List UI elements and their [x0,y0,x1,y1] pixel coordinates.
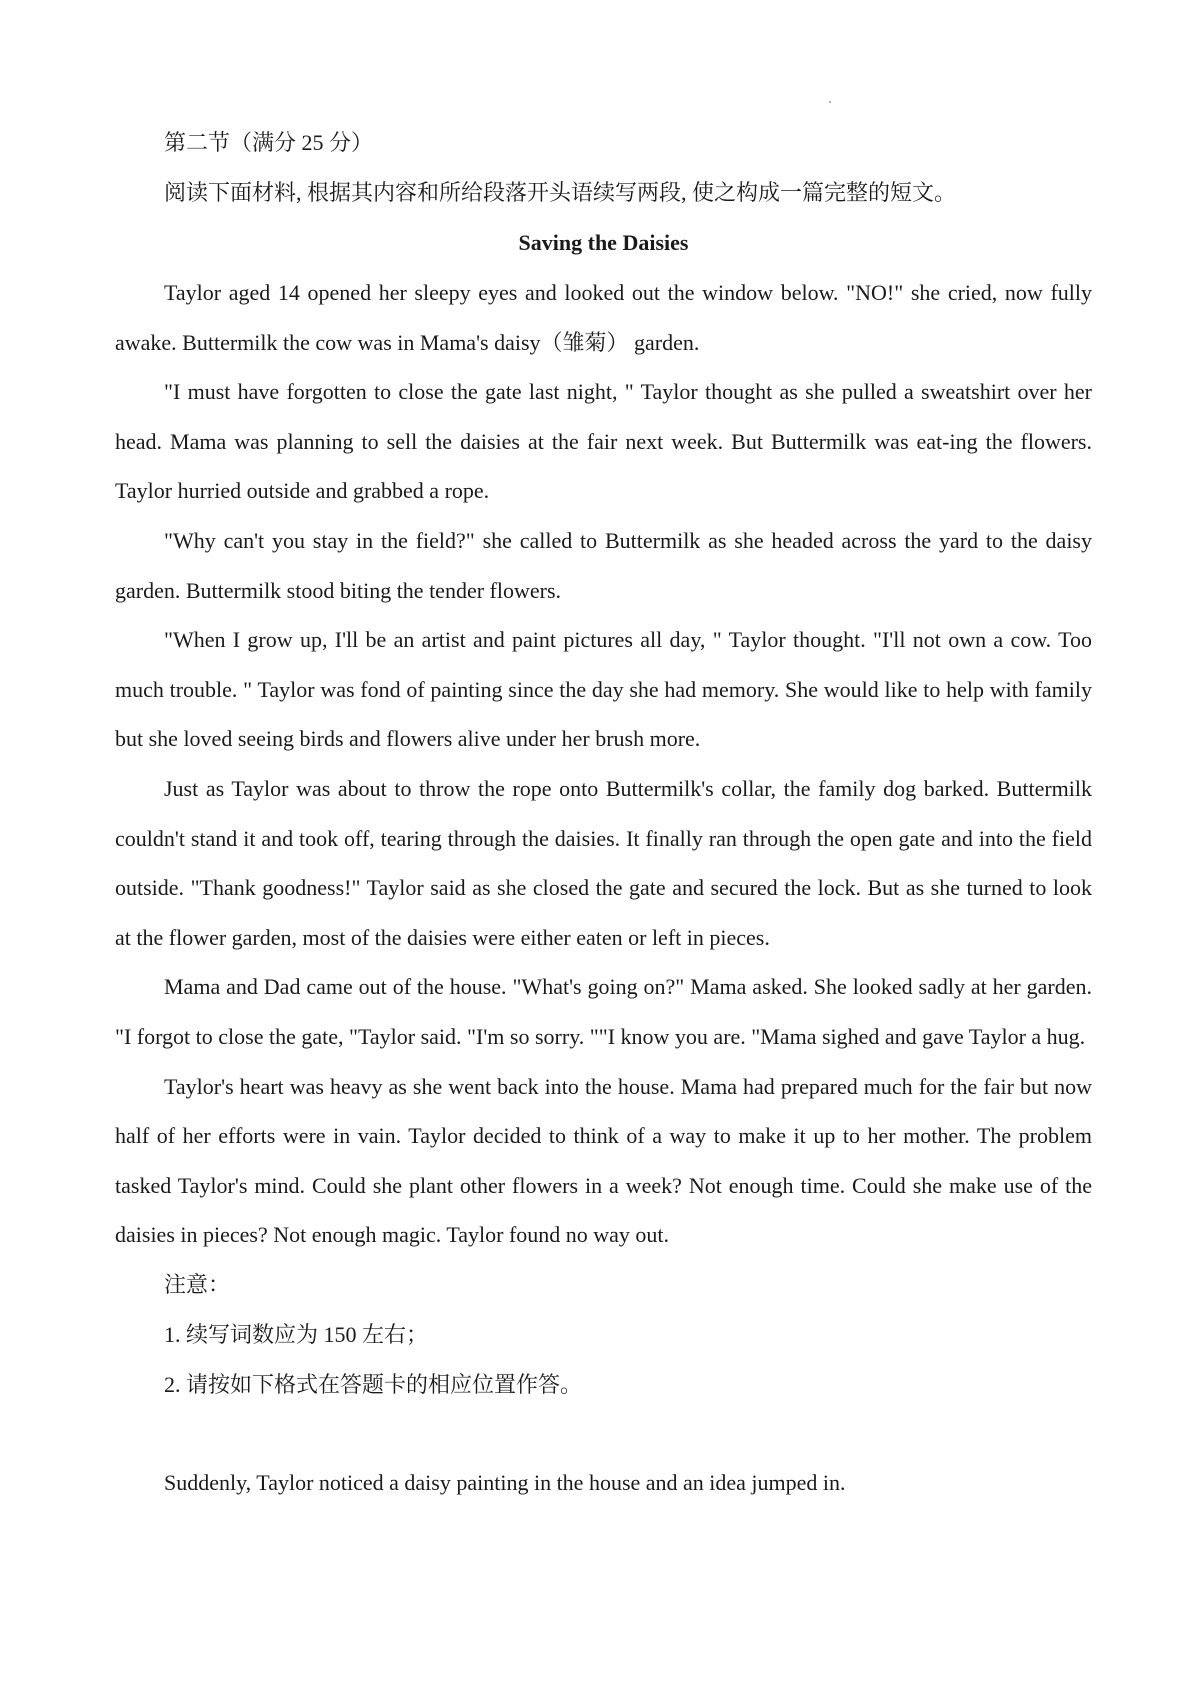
story-paragraph-7: Taylor's heart was heavy as she went back into the house. Mama had prepared much for the fair but now half of her efforts were in vain. Taylor decided to think of a way to make it up to her mother. The problem tasked Taylor's mind. Could she plant other flowers in a week? Not enough time. Could she make use of the daisies in pieces? Not enough magic. Taylor found no way out. [115,1073,1092,1248]
spacer [115,1410,1092,1458]
section-header: 第二节（满分 25 分） [164,130,374,155]
story-paragraph-4: "When I grow up, I'll be an artist and paint pictures all day, " Taylor thought. "I'll not own a cow. Too much trouble. " Taylor was fond of painting since the day she had memory. She would like to help with family but she loved seeing birds and flowers alive under her brush more. [115,627,1092,752]
exam-page [115,118,1092,1508]
story-paragraph-2: "I must have forgotten to close the gate last night, " Taylor thought as she pulled a sweatshirt over her head. Mama was planning to sell the daisies at the fair next week. But Buttermilk was eat-ing the flowers. Taylor hurried outside and grabbed a rope. [115,379,1092,504]
continuation-opening: Suddenly, Taylor noticed a daisy painting in the house and an idea jumped in. [164,1469,846,1495]
notes-heading: 注意： [164,1271,231,1297]
story-title: Saving the Daisies [518,230,689,255]
scan-speck [829,101,831,103]
story-paragraph-1: Taylor aged 14 opened her sleepy eyes and looked out the window below. "NO!" she cried, now fully awake. Buttermilk the cow was in Mama's daisy（雏菊） garden. [115,280,1092,355]
note-item-2: 2. 请按如下格式在答题卡的相应位置作答。 [164,1371,583,1397]
note-item-1: 1. 续写词数应为 150 左右； [164,1321,429,1347]
story-paragraph-5: Just as Taylor was about to throw the rope onto Buttermilk's collar, the family dog barked. Buttermilk couldn't stand it and took off, tearing through the daisies. It finally ran through the open gate and into the field outside. "Thank goodness!" Taylor said as she closed the gate and secured the lock. But as she turned to look at the flower garden, most of the daisies were either eaten or left in pieces. [115,775,1092,950]
story-paragraph-6: Mama and Dad came out of the house. "What's going on?" Mama asked. She looked sadly at her garden. "I forgot to close the gate, "Taylor said. "I'm so sorry. ""I know you are. "Mama sighed and gave Taylor a hug. [115,974,1092,1049]
task-instruction: 阅读下面材料, 根据其内容和所给段落开头语续写两段, 使之构成一篇完整的短文。 [164,180,957,205]
story-paragraph-3: "Why can't you stay in the field?" she called to Buttermilk as she headed across the yard to the daisy garden. Buttermilk stood biting the tender flowers. [115,527,1092,603]
